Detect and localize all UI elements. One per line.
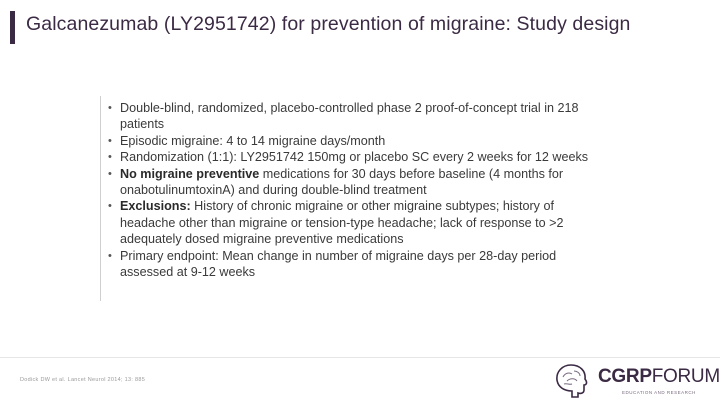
bullet-icon: • bbox=[108, 102, 112, 114]
footer-divider bbox=[0, 357, 720, 358]
cgrp-forum-logo bbox=[548, 360, 720, 402]
logo-tagline: EDUCATION AND RESEARCH bbox=[622, 390, 696, 395]
content-divider bbox=[100, 96, 101, 301]
bullet-bold-text: No migraine preventive bbox=[120, 166, 260, 181]
logo-wordmark bbox=[598, 366, 720, 388]
bullet-icon: • bbox=[108, 167, 112, 180]
bullet-text: Double-blind, randomized, placebo-controlled phase 2 proof-of-concept trial in 218 patients bbox=[120, 101, 579, 132]
citation: Dodick DW et al. Lancet Neurol 2014; 13: 885 bbox=[20, 377, 146, 383]
bullet-text: Randomization (1:1): LY2951742 150mg or placebo SC every 2 weeks for 12 weeks bbox=[120, 150, 589, 165]
bullet-icon: • bbox=[108, 249, 112, 262]
bullet-item bbox=[106, 133, 606, 149]
title-accent-bar bbox=[10, 11, 15, 44]
slide-title: Galcanezumab (LY2951742) for prevention of migraine: Study design bbox=[26, 13, 631, 35]
bullet-bold-text: Exclusions: bbox=[120, 199, 191, 214]
bullet-text: Primary endpoint: Mean change in number of migraine days per 28-day period assessed at 9-12 weeks bbox=[120, 248, 557, 280]
logo-part-forum: FORUM bbox=[651, 366, 720, 387]
bullet-item bbox=[106, 100, 606, 133]
brain-head-icon bbox=[550, 361, 594, 401]
bullet-item bbox=[106, 149, 606, 165]
bullet-icon: • bbox=[108, 134, 112, 147]
bullet-item bbox=[106, 166, 606, 199]
bullet-icon: • bbox=[108, 200, 112, 213]
bullet-text: Episodic migraine: 4 to 14 migraine days/month bbox=[120, 133, 386, 148]
bullet-item bbox=[106, 198, 606, 247]
bullet-icon: • bbox=[108, 151, 112, 164]
bullet-text: medications for 30 days before baseline (4 months for onabotulinumtoxinA) and during double-blind treatment bbox=[120, 166, 564, 198]
logo-part-cgrp: CGRP bbox=[598, 366, 652, 387]
bullet-item bbox=[106, 248, 606, 281]
bullet-text: History of chronic migraine or other migraine subtypes; history of headache other than migraine or tension-type headache; lack of response to >2 adequately dosed migraine preventive medications bbox=[120, 199, 564, 247]
bullet-list bbox=[106, 100, 606, 280]
